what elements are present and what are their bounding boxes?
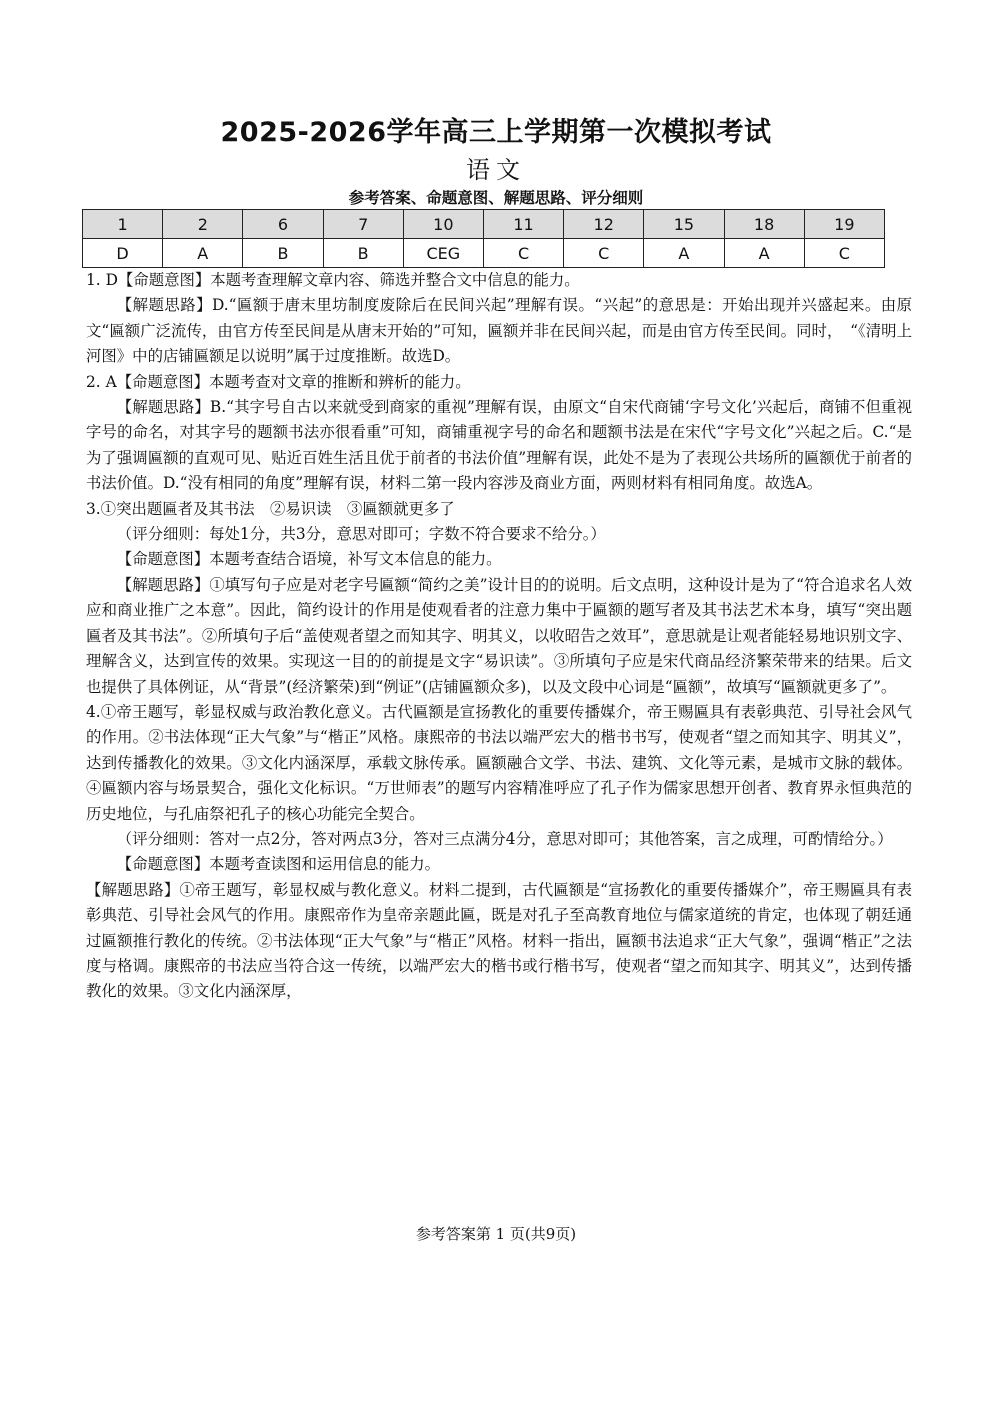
answer-row <box>83 239 885 268</box>
answer-cell: C <box>564 239 644 268</box>
question-number: 1 <box>83 210 163 239</box>
section-title: 参考答案、命题意图、解题思路、评分细则 <box>348 189 644 207</box>
question-number: 18 <box>724 210 804 239</box>
answer-cell: C <box>483 239 563 268</box>
subject-title: 语文 <box>466 156 526 184</box>
question-number: 10 <box>403 210 483 239</box>
q3-solution: 【解题思路】①填写句子应是对老字号匾额“简约之美”设计目的的说明。后文点明，这种设计是为了“符合追求名人效应和商业推广之本意”。因此，简约设计的作用是使观看者的注意力集中于匾额的题写者及其书法艺术本身，填写“突出题匾者及其书法”。②所填句子后“盖使观者望之而知其字、明其义，以收昭告之效耳”，意思就是让观者能轻易地识别文字、理解含义，达到宣传的效果。实现这一目的的前提是文字“易识读”。③所填句子应是宋代商品经济繁荣带来的结果。后文也提供了具体例证，从“背景”(经济繁荣)到“例证”(店铺匾额众多)，以及文段中心词是“匾额”，故填写“匾额就更多了”。 <box>86 575 912 696</box>
answer-cell: C <box>804 239 884 268</box>
q1-answer: 1. D【命题意图】本题考查理解文章内容、筛选并整合文中信息的能力。 <box>86 271 580 289</box>
question-number: 6 <box>243 210 323 239</box>
question-number: 7 <box>323 210 403 239</box>
q3-intent: 【命题意图】本题考查结合语境，补写文本信息的能力。 <box>116 550 502 569</box>
page-footer: 参考答案第 1 页(共9页) <box>415 1225 577 1243</box>
q4-intent: 【命题意图】本题考查读图和运用信息的能力。 <box>116 855 441 874</box>
question-number-row <box>83 210 885 239</box>
answer-cell: B <box>323 239 403 268</box>
question-number: 2 <box>163 210 243 239</box>
answer-cell: A <box>724 239 804 268</box>
answer-cell: A <box>163 239 243 268</box>
answer-cell: A <box>644 239 724 268</box>
q4-scoring-rules: （评分细则：答对一点2分，答对两点3分，答对三点满分4分，意思对即可；其他答案，言之成理，可酌情给分。） <box>116 829 893 848</box>
question-number: 15 <box>644 210 724 239</box>
q4-answer: 4.①帝王题写，彰显权威与政治教化意义。古代匾额是宣扬教化的重要传播媒介，帝王赐匾具有表彰典范、引导社会风气的作用。②书法体现“正大气象”与“楷正”风格。康熙帝的书法以端严宏大的楷书书写，使观者“望之而知其字、明其义”，达到传播教化的效果。③文化内涵深厚，承载文脉传承。匾额融合文学、书法、建筑、文化等元素，是城市文脉的载体。④匾额内容与场景契合，强化文化标识。“万世师表”的题写内容精准呼应了孔子作为儒家思想开创者、教育界永恒典范的历史地位，与孔庙祭祀孔子的核心功能完全契合。 <box>86 702 912 823</box>
answer-explanations <box>86 268 912 1005</box>
q2-solution: 【解题思路】B.“其字号自古以来就受到商家的重视”理解有误，由原文“自宋代商铺‘字号文化’兴起后，商铺不但重视字号的命名，对其字号的题额书法亦很看重”可知，商铺重视字号的命名和题额书法是在宋代“字号文化”兴起之后。C.“是为了强调匾额的直观可见、贴近百姓生活且优于前者的书法价值”理解有误，此处不是为了表现公共场所的匾额优于前者的书法价值。D.“没有相同的角度”理解有误，材料二第一段内容涉及商业方面，两则材料有相同角度。故选A。 <box>86 398 912 493</box>
answer-cell: CEG <box>403 239 483 268</box>
q1-solution: 【解题思路】D.“匾额于唐末里坊制度废除后在民间兴起”理解有误。“兴起”的意思是：开始出现并兴盛起来。由原文“匾额广泛流传，由官方传至民间是从唐末开始的”可知，匾额并非在民间兴起，而是由官方传至民间。同时， “《清明上河图》中的店铺匾额足以说明”属于过度推断。故选D。 <box>86 296 912 366</box>
exam-title: 2025-2026学年高三上学期第一次模拟考试 <box>220 117 772 148</box>
question-number: 19 <box>804 210 884 239</box>
answer-cell: D <box>83 239 163 268</box>
answer-table <box>82 209 885 268</box>
q4-solution: 【解题思路】①帝王题写，彰显权威与教化意义。材料二提到，古代匾额是“宣扬教化的重要传播媒介”，帝王赐匾具有表彰典范、引导社会风气的作用。康熙帝作为皇帝亲题此匾，既是对孔子至高教育地位与儒家道统的肯定，也体现了朝廷通过匾额推行教化的传统。②书法体现“正大气象”与“楷正”风格。材料一指出，匾额书法追求“正大气象”，强调“楷正”之法度与格调。康熙帝的书法应当符合这一传统，以端严宏大的楷书或行楷书写，使观者“望之而知其字、明其义”，达到传播教化的效果。③文化内涵深厚， <box>86 880 912 1001</box>
question-number: 11 <box>483 210 563 239</box>
q3-scoring-rules: （评分细则：每处1分，共3分，意思对即可；字数不符合要求不给分。） <box>116 525 606 544</box>
question-number: 12 <box>564 210 644 239</box>
q2-answer: 2. A【命题意图】本题考查对文章的推断和辨析的能力。 <box>86 372 471 391</box>
answer-cell: B <box>243 239 323 268</box>
q3-answer: 3.①突出题匾者及其书法 ②易识读 ③匾额就更多了 <box>86 499 455 518</box>
